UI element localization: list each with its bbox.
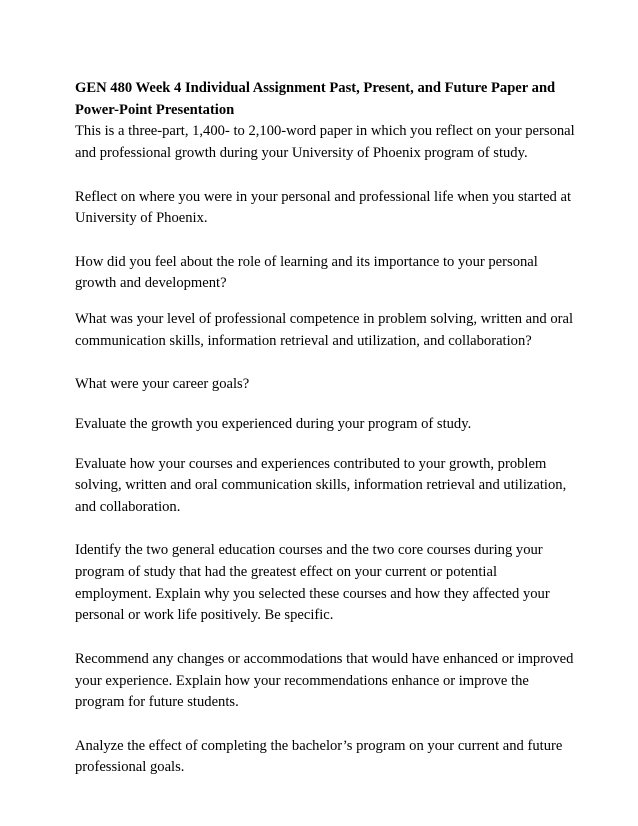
paragraph-recommend-changes: Recommend any changes or accommodations that would have enhanced or improved your experience. Explain how your recommendations enhance or improve the program for future students. <box>75 650 574 711</box>
paragraph-reflect-start: Reflect on where you were in your personal and professional life when you started at University of Phoenix. <box>75 188 572 227</box>
intro-paragraph: This is a three-part, 1,400- to 2,100-word paper in which you reflect on your personal and professional growth during your University of Phoenix program of study. <box>75 123 575 162</box>
paragraph-role-of-learning: How did you feel about the role of learning and its importance to your personal growth and development? <box>75 253 538 292</box>
paragraph-career-goals: What were your career goals? <box>75 376 250 393</box>
paragraph-evaluate-growth: Evaluate the growth you experienced during your program of study. <box>75 415 472 432</box>
paragraph-professional-competence: What was your level of professional competence in problem solving, written and oral communication skills, information retrieval and utilization, and collaboration? <box>75 311 574 349</box>
paragraph-analyze-effect: Analyze the effect of completing the bachelor’s program on your current and future professional goals. <box>75 737 563 776</box>
document-body <box>75 78 575 779</box>
paragraph-evaluate-courses: Evaluate how your courses and experiences contributed to your growth, problem solving, written and oral communication skills, information retrieval and utilization, and collaboration. <box>75 455 567 515</box>
paragraph-identify-courses: Identify the two general education courses and the two core courses during your program of study that had the greatest effect on your current or potential employment. Explain why you selected these courses and how they affected your personal or work life positively. Be specific. <box>75 542 550 624</box>
document-title: GEN 480 Week 4 Individual Assignment Past, Present, and Future Paper and Power-Point Presentation <box>75 80 556 118</box>
